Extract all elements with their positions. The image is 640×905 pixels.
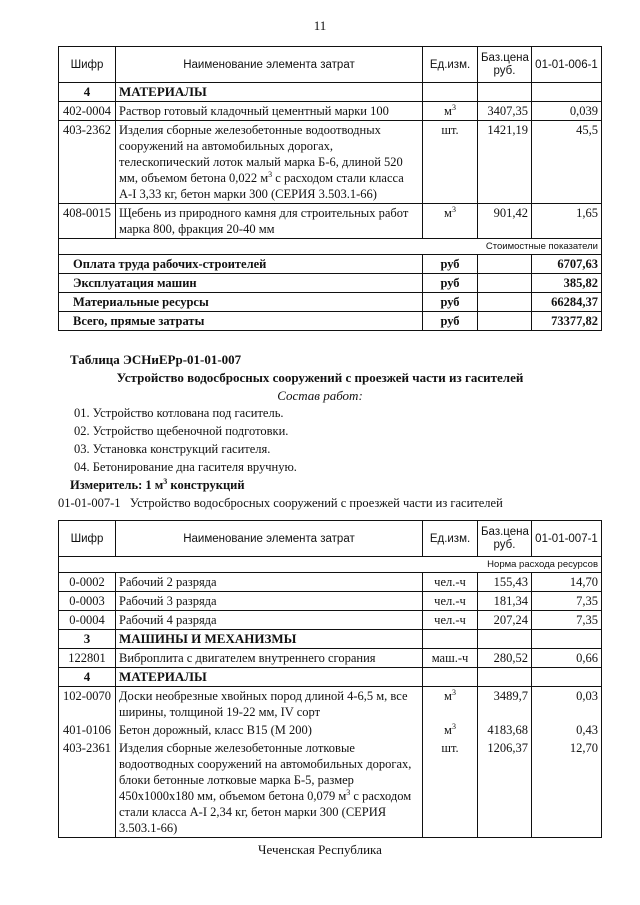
header-norm-code: 01-01-007-1 [532,521,602,557]
table-row: 403-2361 Изделия сборные железобетонные лотковые водоотводных сооружений на автомобильных дорогах, блоки бетонные лотковые марка Б-5, размер 450х1000х180 мм, объемом бетона 0,079 $м^3$ с расходом стали класса А-I 2,34 кг, бетон марки 300 (СЕРИЯ 3.503.1-66) шт. 1206,37 12,70 [59,739,602,838]
header-unit: Ед.изм. [423,521,478,557]
table-row: 402-0004 Раствор готовый кладочный цементный марки 100 $м^3$ 3407,35 0,039 [59,102,602,121]
resource-table-2 [58,520,602,838]
resource-table-1 [58,46,602,331]
header-norm-code: 01-01-006-1 [532,47,602,83]
header-name: Наименование элемента затрат [116,521,423,557]
header-unit: Ед.изм. [423,47,478,83]
header-price: Баз.цена руб. [478,47,532,83]
table-title: Таблица ЭСНиЕРр-01-01-007 [70,352,242,367]
norm-code-line: 01-01-007-1 Устройство водосбросных сооружений с проезжей части из гасителей [58,496,503,510]
measure-unit: Измеритель: 1 $м^3$ конструкций [70,476,245,492]
total-row: Оплата труда рабочих-строителей руб 6707,63 [59,255,602,274]
total-row: Материальные ресурсы руб 66284,37 [59,293,602,312]
table-row: 403-2362 Изделия сборные железобетонные водоотводных сооружений на автомобильных дорогах, телескопический лоток малый марка Б-6, длиной 520 мм, объемом бетона 0,022 $м^3$ с расходом стали класса А-I 3,33 кг, бетон марки 300 (СЕРИЯ 3.503.1-66) шт. 1421,19 45,5 [59,121,602,204]
table-subtitle: Устройство водосбросных сооружений с проезжей части из гасителей [116,370,524,385]
section-title: МАТЕРИАЛЫ [116,668,423,687]
total-row: Всего, прямые затраты руб 73377,82 [59,312,602,331]
table-row: 122801 Виброплита с двигателем внутреннего сгорания маш.-ч 280,52 0,66 [59,649,602,668]
cost-indicators-note: Стоимостные показатели [59,239,602,255]
header-code: Шифр [59,521,116,557]
table-row: 0-0004 Рабочий 4 разряда чел.-ч 207,24 7,35 [59,611,602,630]
header-code: Шифр [59,47,116,83]
total-row: Эксплуатация машин руб 385,82 [59,274,602,293]
table-row: 408-0015 Щебень из природного камня для строительных работ марка 800, фракция 20-40 мм $м^3$ 901,42 1,65 [59,204,602,239]
table-row: 0-0003 Рабочий 3 разряда чел.-ч 181,34 7,35 [59,592,602,611]
work-item: 01. Устройство котлована под гаситель. [74,406,284,420]
table-row: 401-0106 Бетон дорожный, класс В15 (М 200) $м^3$ 4183,68 0,43 [59,721,602,739]
section-number: 4 [59,668,116,687]
page-number: 11 [313,18,327,33]
section-number: 4 [59,83,116,102]
work-item: 03. Установка конструкций гасителя. [74,442,271,456]
section-title: МАШИНЫ И МЕХАНИЗМЫ [116,630,423,649]
header-price: Баз.цена руб. [478,521,532,557]
table-row: 0-0002 Рабочий 2 разряда чел.-ч 155,43 14,70 [59,573,602,592]
page-footer: Чеченская Республика [258,842,382,857]
norm-rate-note: Норма расхода ресурсов [59,557,602,573]
section-title: МАТЕРИАЛЫ [116,83,423,102]
work-composition-title: Состав работ: [277,388,363,403]
work-item: 02. Устройство щебеночной подготовки. [74,424,289,438]
table-row: 102-0070 Доски необрезные хвойных пород длиной 4-6,5 м, все ширины, толщиной 19-22 мм, IV сорт $м^3$ 3489,7 0,03 [59,687,602,722]
header-name: Наименование элемента затрат [116,47,423,83]
section-number: 3 [59,630,116,649]
work-item: 04. Бетонирование дна гасителя вручную. [74,460,297,474]
